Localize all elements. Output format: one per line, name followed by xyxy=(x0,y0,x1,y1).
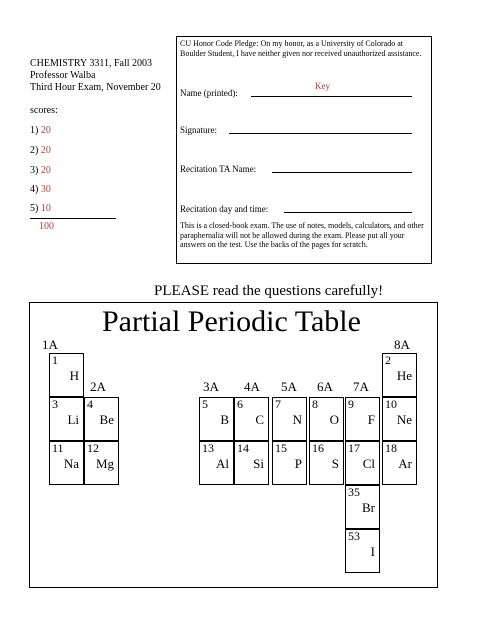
score-number: 5) xyxy=(30,203,39,214)
score-number: 2) xyxy=(30,145,39,156)
element-cell-n xyxy=(272,397,307,441)
element-symbol: Na xyxy=(63,456,79,471)
atomic-number: 53 xyxy=(348,529,360,543)
group-label-7a: 7A xyxy=(353,379,369,394)
element-cell-he xyxy=(382,353,417,397)
score-value: 20 xyxy=(40,145,51,156)
element-symbol: He xyxy=(396,368,412,383)
atomic-number: 18 xyxy=(385,441,397,455)
element-cell-al xyxy=(199,441,234,485)
atomic-number: 5 xyxy=(202,397,208,411)
atomic-number: 9 xyxy=(348,397,354,411)
element-cell-f xyxy=(345,397,380,441)
score-value: 10 xyxy=(40,203,51,214)
group-label-8a: 8A xyxy=(394,337,410,352)
element-symbol: F xyxy=(367,412,375,427)
element-symbol: Cl xyxy=(362,456,375,471)
score-total: 100 xyxy=(39,221,54,232)
atomic-number: 11 xyxy=(52,441,64,455)
score-number: 1) xyxy=(30,125,39,136)
element-cell-br xyxy=(345,485,380,529)
element-cell-si xyxy=(234,441,269,485)
atomic-number: 35 xyxy=(348,485,360,499)
element-symbol: Ar xyxy=(398,456,412,471)
closed-book-notice: This is a closed-book exam. The use of notes, models, calculators, and other paraphernalia will not be allowed during the exam. Please put all your answers on the test. Use the backs of the pages for scratch. xyxy=(180,221,424,249)
atomic-number: 13 xyxy=(202,441,214,455)
element-cell-ne xyxy=(382,397,417,441)
score-row xyxy=(30,145,51,156)
element-cell-cl xyxy=(345,441,380,485)
element-cell-c xyxy=(234,397,269,441)
score-row xyxy=(30,165,51,176)
element-symbol: P xyxy=(294,456,302,471)
atomic-number: 6 xyxy=(237,397,243,411)
atomic-number: 7 xyxy=(275,397,281,411)
element-symbol: H xyxy=(69,368,79,383)
element-cell-o xyxy=(309,397,344,441)
element-symbol: I xyxy=(370,544,375,559)
element-symbol: Al xyxy=(216,456,229,471)
periodic-table-title: Partial Periodic Table xyxy=(102,305,361,338)
element-symbol: Ne xyxy=(396,412,412,427)
score-number: 3) xyxy=(30,165,39,176)
group-label-5a: 5A xyxy=(281,379,297,394)
atomic-number: 4 xyxy=(87,397,93,411)
element-symbol: S xyxy=(331,456,339,471)
instruction-text: PLEASE read the questions carefully! xyxy=(154,283,384,299)
element-cell-li xyxy=(49,397,84,441)
element-cell-na xyxy=(49,441,84,485)
score-number: 4) xyxy=(30,184,39,195)
element-symbol: Br xyxy=(362,500,375,515)
atomic-number: 17 xyxy=(348,441,360,455)
recitation-time-label: Recitation day and time: xyxy=(180,204,269,214)
element-symbol: Li xyxy=(67,412,79,427)
name-label: Name (printed): xyxy=(180,88,238,98)
atomic-number: 15 xyxy=(275,441,287,455)
element-cell-h xyxy=(49,353,84,397)
element-symbol: C xyxy=(255,412,264,427)
element-cell-s xyxy=(309,441,344,485)
element-cell-ar xyxy=(382,441,417,485)
atomic-number: 3 xyxy=(52,397,58,411)
name-field-line[interactable] xyxy=(251,96,412,97)
group-label-2a: 2A xyxy=(90,379,106,394)
course-title: CHEMISTRY 3311, Fall 2003 xyxy=(30,58,153,69)
scores-label: scores: xyxy=(30,105,58,116)
score-value: 20 xyxy=(40,165,51,176)
score-value: 20 xyxy=(40,125,51,136)
element-symbol: O xyxy=(329,412,339,427)
element-cell-i xyxy=(345,529,380,573)
signature-field-line[interactable] xyxy=(229,133,412,134)
atomic-number: 2 xyxy=(385,353,391,367)
recitation-time-field-line[interactable] xyxy=(284,212,412,213)
atomic-number: 1 xyxy=(52,353,58,367)
element-symbol: Mg xyxy=(95,456,114,471)
element-cell-b xyxy=(199,397,234,441)
score-row xyxy=(30,125,51,136)
element-symbol: N xyxy=(292,412,302,427)
group-label-3a: 3A xyxy=(203,379,219,394)
atomic-number: 14 xyxy=(237,441,249,455)
element-symbol: Be xyxy=(99,412,114,427)
name-value: Key xyxy=(315,81,330,91)
atomic-number: 10 xyxy=(385,397,397,411)
pledge-line-1: CU Honor Code Pledge: On my honor, as a University of Colorado at xyxy=(180,39,403,48)
group-label-6a: 6A xyxy=(317,379,333,394)
element-cell-be xyxy=(84,397,119,441)
group-label-1a: 1A xyxy=(42,337,58,352)
ta-name-field-line[interactable] xyxy=(272,172,412,173)
element-cell-mg xyxy=(84,441,119,485)
exam-title: Third Hour Exam, November 20 xyxy=(30,82,161,93)
ta-name-label: Recitation TA Name: xyxy=(180,164,257,174)
score-total-rule xyxy=(30,218,116,219)
atomic-number: 12 xyxy=(87,441,99,455)
score-row xyxy=(30,203,51,214)
score-row xyxy=(30,184,51,195)
professor-name: Professor Walba xyxy=(30,70,96,81)
atomic-number: 8 xyxy=(312,397,318,411)
score-value: 30 xyxy=(40,184,51,195)
element-symbol: Si xyxy=(253,456,264,471)
element-symbol: B xyxy=(220,412,229,427)
atomic-number: 16 xyxy=(312,441,324,455)
signature-label: Signature: xyxy=(180,125,217,135)
group-label-4a: 4A xyxy=(244,379,260,394)
element-cell-p xyxy=(272,441,307,485)
pledge-line-2: Boulder Student, I have neither given nor received unauthorized assistance. xyxy=(180,49,422,58)
